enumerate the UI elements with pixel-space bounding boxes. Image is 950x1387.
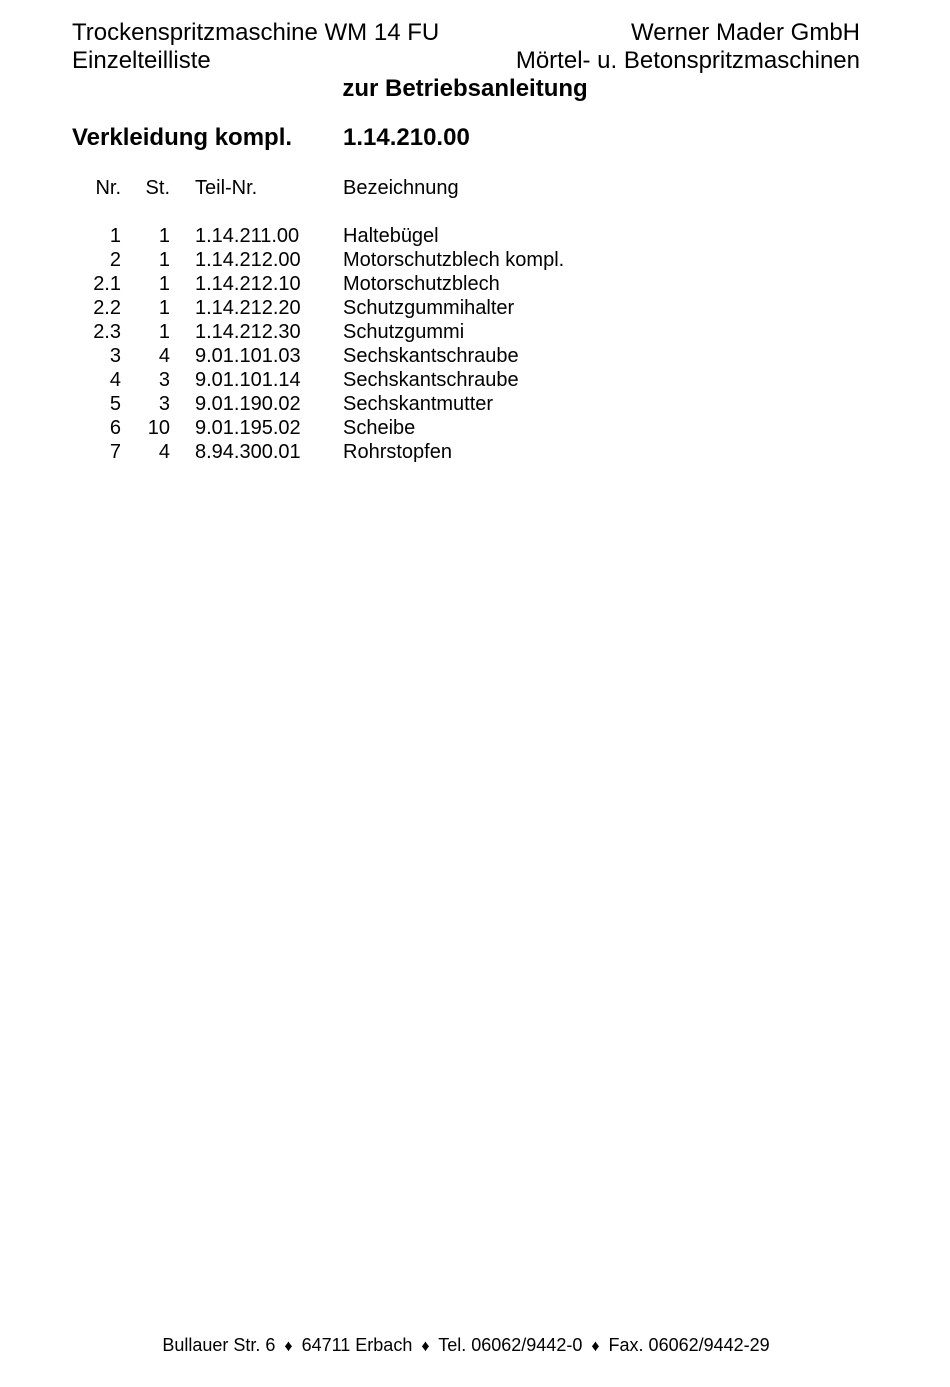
cell-teil-nr: 9.01.101.14 <box>195 369 301 391</box>
cell-st: 1 <box>158 225 170 247</box>
table-header <box>0 176 950 200</box>
cell-nr: 3 <box>109 345 121 367</box>
cell-st: 1 <box>158 321 170 343</box>
footer-address: Bullauer Str. 6 <box>162 1335 276 1355</box>
footer-city: 64711 Erbach <box>301 1335 413 1355</box>
cell-teil-nr: 1.14.212.00 <box>195 249 301 271</box>
footer-separator: ♦ <box>591 1338 600 1355</box>
cell-bezeichnung: Rohrstopfen <box>343 441 452 463</box>
cell-nr: 4 <box>109 369 121 391</box>
cell-bezeichnung: Sechskantmutter <box>343 393 494 415</box>
cell-teil-nr: 1.14.212.10 <box>195 273 301 295</box>
footer-separator: ♦ <box>421 1338 430 1355</box>
cell-nr: 2 <box>109 249 121 271</box>
cell-st: 3 <box>158 369 170 391</box>
table-row <box>0 296 950 320</box>
product-title: Trockenspritzmaschine WM 14 FU <box>72 19 440 46</box>
cell-bezeichnung: Haltebügel <box>343 225 439 247</box>
cell-teil-nr: 1.14.212.20 <box>195 297 301 319</box>
footer-phone: Tel. 06062/9442-0 <box>438 1335 583 1355</box>
parts-table <box>0 176 950 464</box>
footer-separator: ♦ <box>284 1338 293 1355</box>
document-subtitle: zur Betriebsanleitung <box>342 75 588 102</box>
cell-teil-nr: 9.01.190.02 <box>195 393 301 415</box>
cell-nr: 7 <box>109 441 121 463</box>
cell-bezeichnung: Scheibe <box>343 417 416 439</box>
cell-teil-nr: 1.14.211.00 <box>195 225 300 247</box>
footer-contact <box>0 1334 932 1358</box>
table-row <box>0 224 950 248</box>
table-row <box>0 368 950 392</box>
table-row <box>0 392 950 416</box>
table-row <box>0 440 950 464</box>
cell-nr: 2.2 <box>93 297 121 319</box>
table-row <box>0 248 950 272</box>
cell-teil-nr: 8.94.300.01 <box>195 441 301 463</box>
cell-st: 1 <box>158 297 170 319</box>
cell-nr: 5 <box>109 393 121 415</box>
table-row <box>0 344 950 368</box>
footer-fax: Fax. 06062/9442-29 <box>608 1335 770 1355</box>
cell-teil-nr: 1.14.212.30 <box>195 321 301 343</box>
cell-st: 3 <box>158 393 170 415</box>
cell-teil-nr: 9.01.101.03 <box>195 345 301 367</box>
company-name: Werner Mader GmbH <box>631 19 860 46</box>
cell-st: 1 <box>158 273 170 295</box>
cell-st: 4 <box>158 345 170 367</box>
cell-nr: 6 <box>109 417 121 439</box>
cell-bezeichnung: Motorschutzblech kompl. <box>343 249 565 271</box>
cell-teil-nr: 9.01.195.02 <box>195 417 301 439</box>
table-body <box>0 224 950 464</box>
cell-bezeichnung: Sechskantschraube <box>343 369 519 391</box>
cell-nr: 1 <box>109 225 121 247</box>
column-header-teil-nr: Teil-Nr. <box>195 177 258 199</box>
cell-st: 4 <box>158 441 170 463</box>
column-header-nr: Nr. <box>95 177 121 199</box>
cell-nr: 2.3 <box>93 321 121 343</box>
cell-bezeichnung: Sechskantschraube <box>343 345 519 367</box>
table-row <box>0 416 950 440</box>
cell-nr: 2.1 <box>93 273 121 295</box>
cell-bezeichnung: Motorschutzblech <box>343 273 500 295</box>
cell-st: 1 <box>158 249 170 271</box>
table-row <box>0 272 950 296</box>
company-tagline: Mörtel- u. Betonspritzmaschinen <box>515 47 860 74</box>
column-header-bezeichnung: Bezeichnung <box>343 177 459 199</box>
document-type: Einzelteilliste <box>72 47 211 74</box>
assembly-name: Verkleidung kompl. <box>72 124 293 151</box>
assembly-number: 1.14.210.00 <box>343 124 470 151</box>
cell-st: 10 <box>147 417 170 439</box>
column-header-st: St. <box>145 177 170 199</box>
table-row <box>0 320 950 344</box>
cell-bezeichnung: Schutzgummi <box>343 321 465 343</box>
cell-bezeichnung: Schutzgummihalter <box>343 297 515 319</box>
